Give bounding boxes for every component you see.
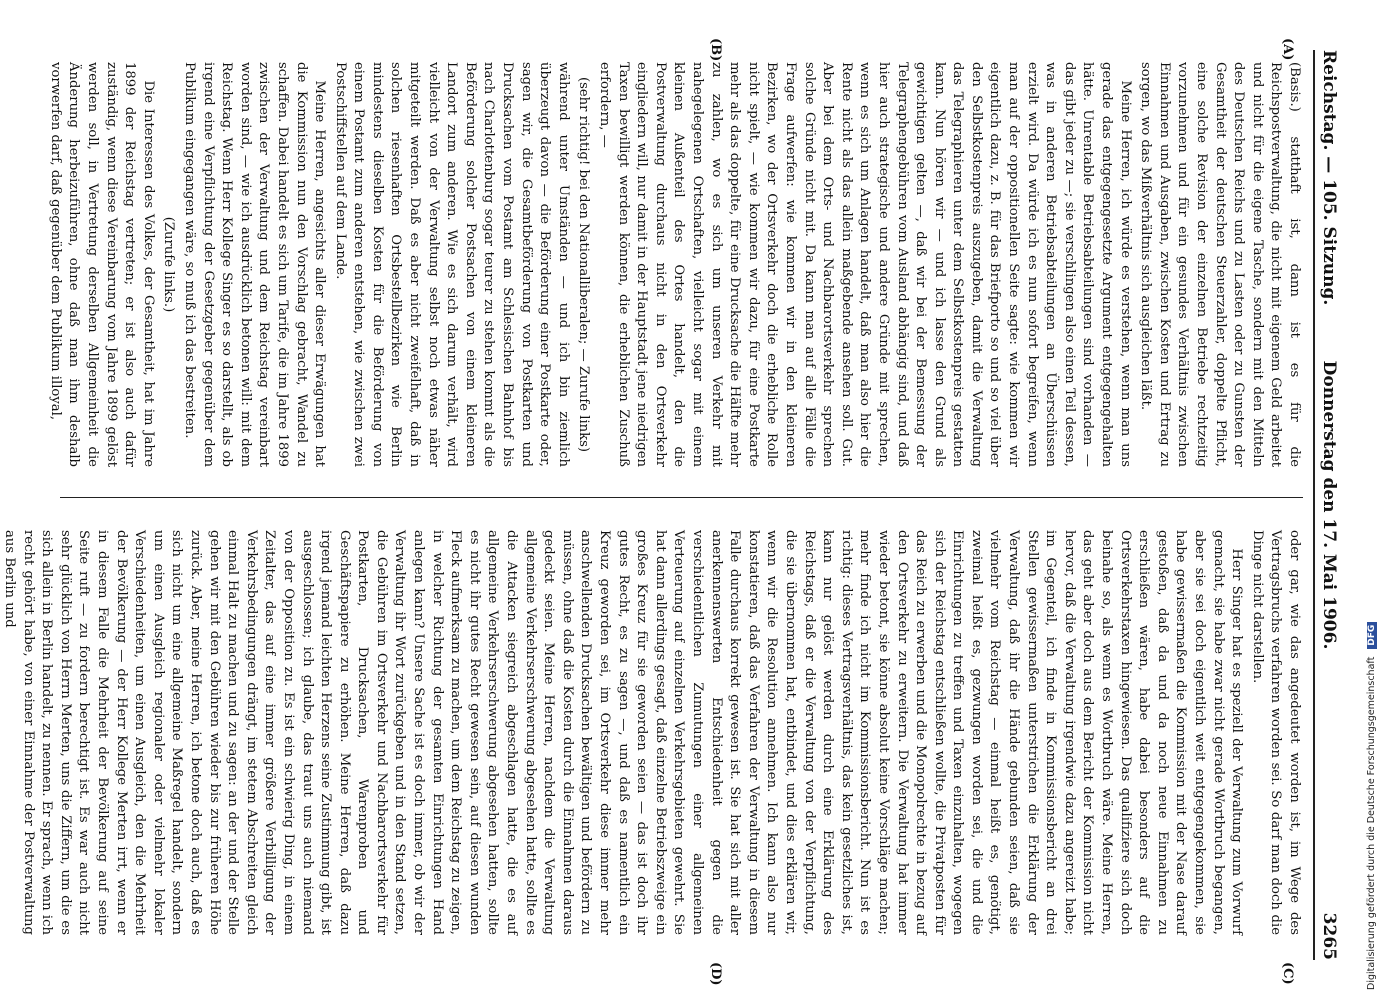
credit-text: Digitalisierung gefördert durch die Deutsche Forschungsgemeinschaft — [1366, 656, 1377, 990]
paragraph: Die Interessen des Volkes, der Gesamtheit, hat im Jahre 1899 der Reichstag vertreten; er ist also auch dafür zuständig, wenn diese Vereinbarung vom Jahre 1899 gelöst werden soll, in Vertretung derselben Allgemeinheit die Änderung herbeizuführen, ohne daß man ihm deshalb vorwerfen darf, daß gegenüber dem Publikum illoyal, — [47, 62, 156, 467]
paragraph: Herr Singer hat es speziell der Verwaltung zum Vorwurf gemacht, sie habe zwar nicht gerade Wortbruch begangen, aber sie sei doch eigentlich weit entgegengekommen, sie habe gewissermaßen die Kommission mit der Nase darauf gestoßen, daß da und da noch neue Einnahmen zu erschließen wären, habe dabei besonders auf die Ortsverkehrstaxen hingewiesen. Das qualifiziere sich doch beinahe so, als wenn es Wortbruch wäre. Meine Herren, das geht aber doch aus dem Bericht der Kommission nicht hervor, daß die Verwaltung irgendwie dazu angereizt habe; im Gegenteil, ich finde in Kommissionsbericht an drei Stellen gewissermaßen unterstrichen die Erklärung der Verwaltung, daß ihr die Hände gebunden seien, daß sie vielmehr vom Reichstag — einmal heißt es, genötigt, zweimal heißt es, gezwungen worden sei, die und die Einrichtungen zu treffen und Taxen einzuhalten, wogegen sich der Reichstag entschließen wollte, die Privatposten für das Reich zu erwerben und die Monopolrechte in bezug auf den Ortsverkehr zu erweitern. Die Verwaltung hat immer wieder betont, sie könne absolut keine Vorschläge machen; mehr finde ich nicht im Kommissionsbericht. Nun ist es richtig: dieses Vertragsverhältnis, das kein gesetzliches ist, kann nur gelöst werden durch eine Erklärung des Reichstags, daß er die Verwaltung von der Verpflichtung, die sie übernommen hat, entbindet, und dies erklären wir, wenn wir die Resolution annehmen. Ich kann also nur konstatieren, daß das Verfahren der Verwaltung in diesem Falle durchaus korrekt gewesen ist. Sie hat sich mit aller anerkennenswerten Entschiedenheit gegen die verschiedentlichen Zumutungen einer allgemeinen Verteuerung auf einzelnen Verkehrsgebieten gewehrt. Sie hat dann allerdings gesagt, daß einzelne Betriebszweige ein großes Kreuz für sie geworden seien — das ist doch ihr gutes Recht, es zu sagen —, und daß es namentlich ein Kreuz geworden sei, im Ortsverkehr diese immer mehr anschwellenden Drucksachen bewältigen und befördern zu müssen, ohne daß die Kosten durch die Einnahmen daraus gedeckt seien. Meine Herren, nachdem die Verwaltung allgemeine Verkehrserschwerung abgesehen hatte, sollte es die Attacken siegreich abgeschlagen hatte, die es auf allgemeine Verkehrserschwerung abgesehen hatten, sollte es nicht ihr gutes Recht gewesen sein, auf diesen wunden Fleck aufmerksam zu machen, um dem Reichstag zu zeigen, in welcher Richtung der gesamten Einrichtungen Hand anlegen kann? Unsere Sache ist es doch immer, ob wir der Verwaltung ihr Wort zurückgeben und in den Stand setzen, die Gebühren im Ortsverkehr und Nachbarortsverkehr für Postkarten, Drucksachen, Warenproben und Geschäftspapiere zu erhöhen. Meine Herren, daß dazu irgend jemand leichten Herzens seine Zustimmung gibt, ist ausgeschlossen; ich glaube, das traut uns auch niemand von der Opposition zu. Es ist ein schwierig Ding, in einem Zeitalter, das auf eine immer größere Verbilligung der Verkehrsbedingungen drängt, im stetem Abschreiten gleich einmal Halt zu machen und zu sagen: an der und der Stelle gehen wir mit den Gebühren wieder bis zur früheren Höhe zurück. Aber, meine Herren, ich betone doch auch, daß es sich nicht um eine allgemeine Maßregel handelt, sondern um einen Ausgleich regionaler oder vielmehr lokaler Verschiedenheiten, um einen Ausgleich, den die Mehrheit der Bevölkerung — der Herr Kollege Merten irrt, wenn er in diesem Falle die Mehrheit der Bevölkerung auf seine Seite ruft — zu fordern berechtigt ist. Es war auch nicht sehr glücklich von Herrn Merten, uns die Ziffern, um die es sich allein in Berlin handelt, zu nennen. Er sprach, wenn ich recht gehört habe, von einer Einnahme der Postverwaltung aus Berlin und — [2, 530, 1245, 935]
interjection: (sehr richtig! bei den Nationalliberalen; — Zurufe links) — [576, 76, 592, 453]
right-column — [2, 530, 1303, 935]
header-session: Reichstag. — 105. Sitzung. — [1319, 50, 1339, 306]
page-number: 3265 — [1319, 912, 1339, 960]
paragraph: oder gar, wie das angedeutet worden ist, im Wege des Vertragsbruchs verfahren worden sei. So darf man doch die Dinge nicht darstellen. — [1249, 530, 1302, 935]
header-date: Donnerstag den 17. Mai 1906. — [1319, 360, 1339, 650]
page-header — [1313, 50, 1339, 960]
paragraph: Meine Herren, angesichts aller dieser Erwägungen hat die Kommission nun den Vorschlag gebracht, Wandel zu schaffen. Dabei handelt es sich um Tarife, die im Jahre 1899 zwischen der Verwaltung und dem Reichstag vereinbart worden sind, — wie ich ausdrücklich betonen will: mit dem Reichstag. Wenn Herr Kollege Singer es so darstellt, als ob irgend eine Verpflichtung der Gesetzgeber gegenüber dem Publikum eingegangen wäre, so muß ich das bestreiten. — [181, 62, 328, 467]
left-column — [47, 62, 1303, 467]
margin-mark-b: (B) — [708, 38, 723, 62]
column-divider — [60, 497, 1303, 498]
paragraph: während unter Umständen — und ich bin ziemlich überzeugt davon — die Beförderung einer Postkarte oder, sagen wir, die Gesamtbeförderung von Postkarten und Drucksachen vom Postamt am Schlesischen Bahnhof bis nach Charlottenburg sogar teurer zu stehen kommt als die Beförderung solcher Postsachen von einem kleineren Landort zum anderen. Wie es sich darum verhält, wird vielleicht von der Verwaltung selbst noch etwas näher mitgeteilt werden. Daß es aber nicht zweifelhaft, daß in solchen riesenhaften Ortsbestellbezirken wie Berlin mindestens dieselben Kosten für die Beförderung von einem Postamt zum anderen entstehen, wie zwischen zwei Postschiffstellen auf dem Lande. — [332, 62, 571, 467]
margin-mark-c: (C) — [1280, 962, 1295, 985]
digitization-credit — [1366, 622, 1377, 990]
interjection: (Zurufe links.) — [161, 216, 177, 313]
margin-mark-a: (A) — [1280, 38, 1295, 61]
paragraph: Meine Herren, ich würde es verstehen, wenn man uns gerade das entgegengesetzte Argument entgegengehalten hätte. Unrentable Betriebsabteilungen sind vorhanden — das gibt jeder zu —; sie verschlingen also einen Teil dessen, was in anderen Betriebsabteilungen an Überschüssen erzielt wird. Da würde ich es nun sofort begreifen, wenn man auf der oppositionellen Seite sagte: wie kommen wir eigentlich dazu, z. B. für das Briefporto so und so viel über den Selbstkostenpreis auszugeben, damit die Verwaltung das Telegraphieren unter dem Selbstkostenpreis gestatten kann. Nun hören wir — und ich lasse den Grund als gewichtigen gelten —, daß wir bei der Bemessung der Telegraphengebühren vom Ausland abhängig sind, und daß hier auch strategische und andere Gründe mit sprechen, wenn es sich um Anlagen handelt, daß man also hier die Rente nicht als das allein maßgebende ansehen soll. Gut. Aber bei dem Orts- und Nachbarortsverkehr sprechen solche Gründe nicht mit. Da kann man auf alle Fälle die Frage aufwerfen: wie kommen wir in den kleineren Bezirken, wo der Ortsverkehr doch die erhebliche Rolle nicht spielt, — wie kommen wir dazu, für eine Postkarte mehr als das doppelte, für eine Drucksache die Hälfte mehr zu zahlen, wo es sich um unseren Verkehr mit nahegelegenen Ortschaften, vielleicht sogar mit einem kleinen Außenteil des Ortes handelt, den die Postverwaltung durchaus nicht in den Ortsverkehr eingliedern will, nur damit in der Hauptstadt jene niedrigen Taxen bewilligt werden können, die erheblichen Zuschuß erfordern, — — [597, 62, 1133, 467]
dfg-logo-icon: DFG — [1367, 622, 1377, 649]
paragraph: (Basis.) statthaft ist, dann ist es für die Reichspostverwaltung, die nicht mit eigenem Geld arbeitet und nicht für die eigene Tasche, sondern mit den Mitteln des Deutschen Reichs und zu Lasten oder zu Gunsten der Gesamtheit der deutschen Steuerzahler, doppelte Pflicht, eine solche Revision der einzelnen Betriebe rechtzeitig vorzunehmen und für ein gesundes Verhältnis zwischen Einnahmen und Ausgaben, zwischen Kosten und Ertrag zu sorgen, wo das Mißverhältnis sich ausgleichen läßt. — [1138, 62, 1302, 467]
margin-mark-d: (D) — [708, 962, 723, 986]
